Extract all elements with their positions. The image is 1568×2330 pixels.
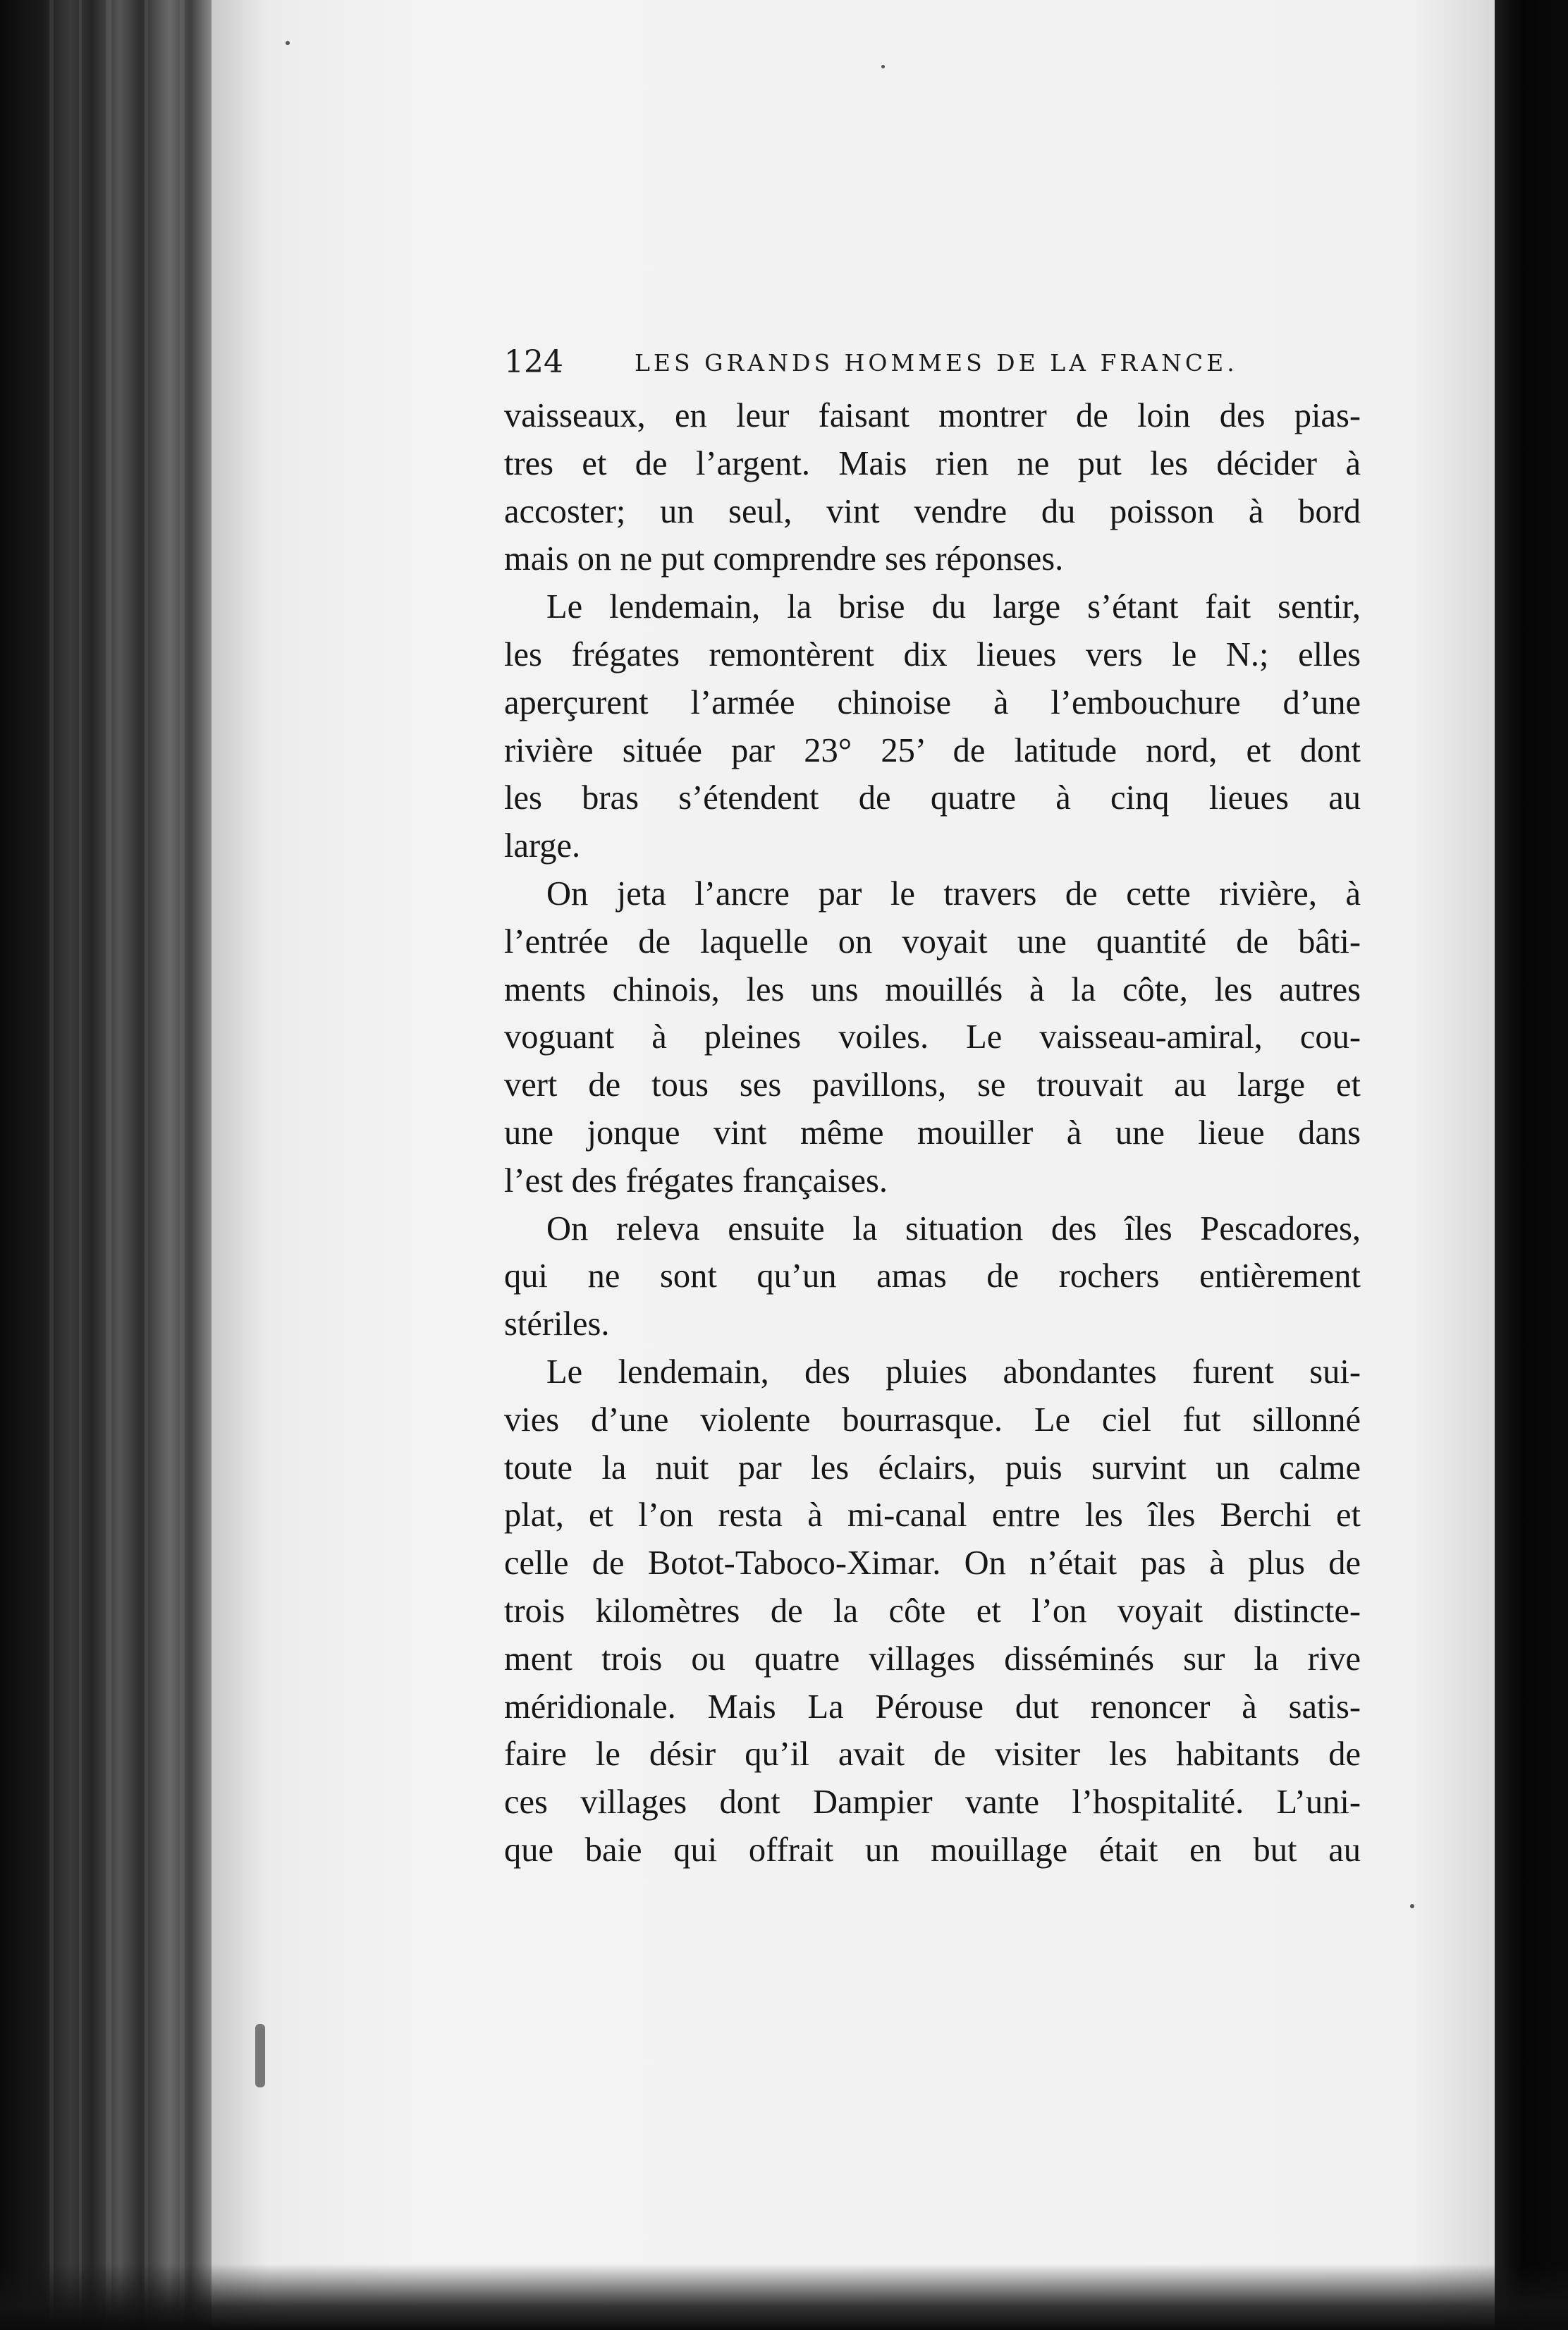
text-line: Le lendemain, la brise du large s’étant fait sentir,: [546, 588, 1361, 626]
text-line: méridionale. Mais La Pérouse dut renoncer à satis-: [504, 1688, 1361, 1726]
page-number: 124: [504, 344, 563, 380]
text-line: que baie qui offrait un mouillage était en but au: [504, 1831, 1361, 1869]
text-line: ment trois ou quatre villages disséminés sur la rive: [504, 1640, 1361, 1678]
text-line: les frégates remontèrent dix lieues vers le N.; elles: [504, 635, 1361, 673]
text-line: vies d’une violente bourrasque. Le ciel fut sillonné: [504, 1401, 1361, 1439]
text-line: l’est des frégates françaises.: [504, 1161, 888, 1200]
book-binding-edge: [0, 0, 233, 2330]
right-page-edge: [1495, 0, 1568, 2330]
text-line: Le lendemain, des pluies abondantes furent sui-: [546, 1353, 1361, 1391]
text-line: tres et de l’argent. Mais rien ne put les décider à: [504, 444, 1361, 482]
dust-speck: [286, 41, 290, 45]
text-line: faire le désir qu’il avait de visiter les habitants de: [504, 1736, 1361, 1774]
text-line: accoster; un seul, vint vendre du poisson à bord: [504, 492, 1361, 530]
text-line: l’entrée de laquelle on voyait une quantité de bâti-: [504, 922, 1361, 960]
body-text: [504, 392, 1361, 1874]
text-line: toute la nuit par les éclairs, puis survint un calme: [504, 1448, 1361, 1487]
text-line: stériles.: [504, 1305, 610, 1343]
smudge-mark: [255, 2024, 265, 2087]
text-line: celle de Botot-Taboco-Ximar. On n’était pas à plus de: [504, 1544, 1361, 1582]
page-header: [504, 344, 1361, 381]
text-line: aperçurent l’armée chinoise à l’embouchure d’une: [504, 683, 1361, 721]
text-line: trois kilomètres de la côte et l’on voyait distincte-: [504, 1592, 1361, 1630]
text-line: large.: [504, 827, 581, 865]
text-line: une jonque vint même mouiller à une lieue dans: [504, 1114, 1361, 1152]
running-title: LES GRANDS HOMMES DE LA FRANCE.: [635, 349, 1238, 377]
bottom-shadow: [0, 2264, 1568, 2330]
text-line: rivière située par 23° 25’ de latitude nord, et dont: [504, 731, 1361, 769]
text-line: ments chinois, les uns mouillés à la côte, les autres: [504, 970, 1361, 1008]
text-line: plat, et l’on resta à mi-canal entre les îles Berchi et: [504, 1496, 1361, 1535]
dust-speck: [1410, 1904, 1414, 1908]
text-line: ces villages dont Dampier vante l’hospitalité. L’uni-: [504, 1783, 1361, 1822]
text-line: qui ne sont qu’un amas de rochers entièrement: [504, 1257, 1361, 1295]
dust-speck: [881, 65, 885, 68]
text-line: On releva ensuite la situation des îles Pescadores,: [546, 1209, 1361, 1248]
text-line: mais on ne put comprendre ses réponses.: [504, 540, 1064, 578]
text-line: vaisseaux, en leur faisant montrer de loin des pias-: [504, 397, 1361, 434]
text-line: voguant à pleines voiles. Le vaisseau-amiral, cou-: [504, 1018, 1361, 1056]
text-line: les bras s’étendent de quatre à cinq lieues au: [504, 779, 1361, 817]
text-line: On jeta l’ancre par le travers de cette rivière, à: [546, 874, 1361, 913]
text-line: vert de tous ses pavillons, se trouvait au large et: [504, 1066, 1361, 1104]
